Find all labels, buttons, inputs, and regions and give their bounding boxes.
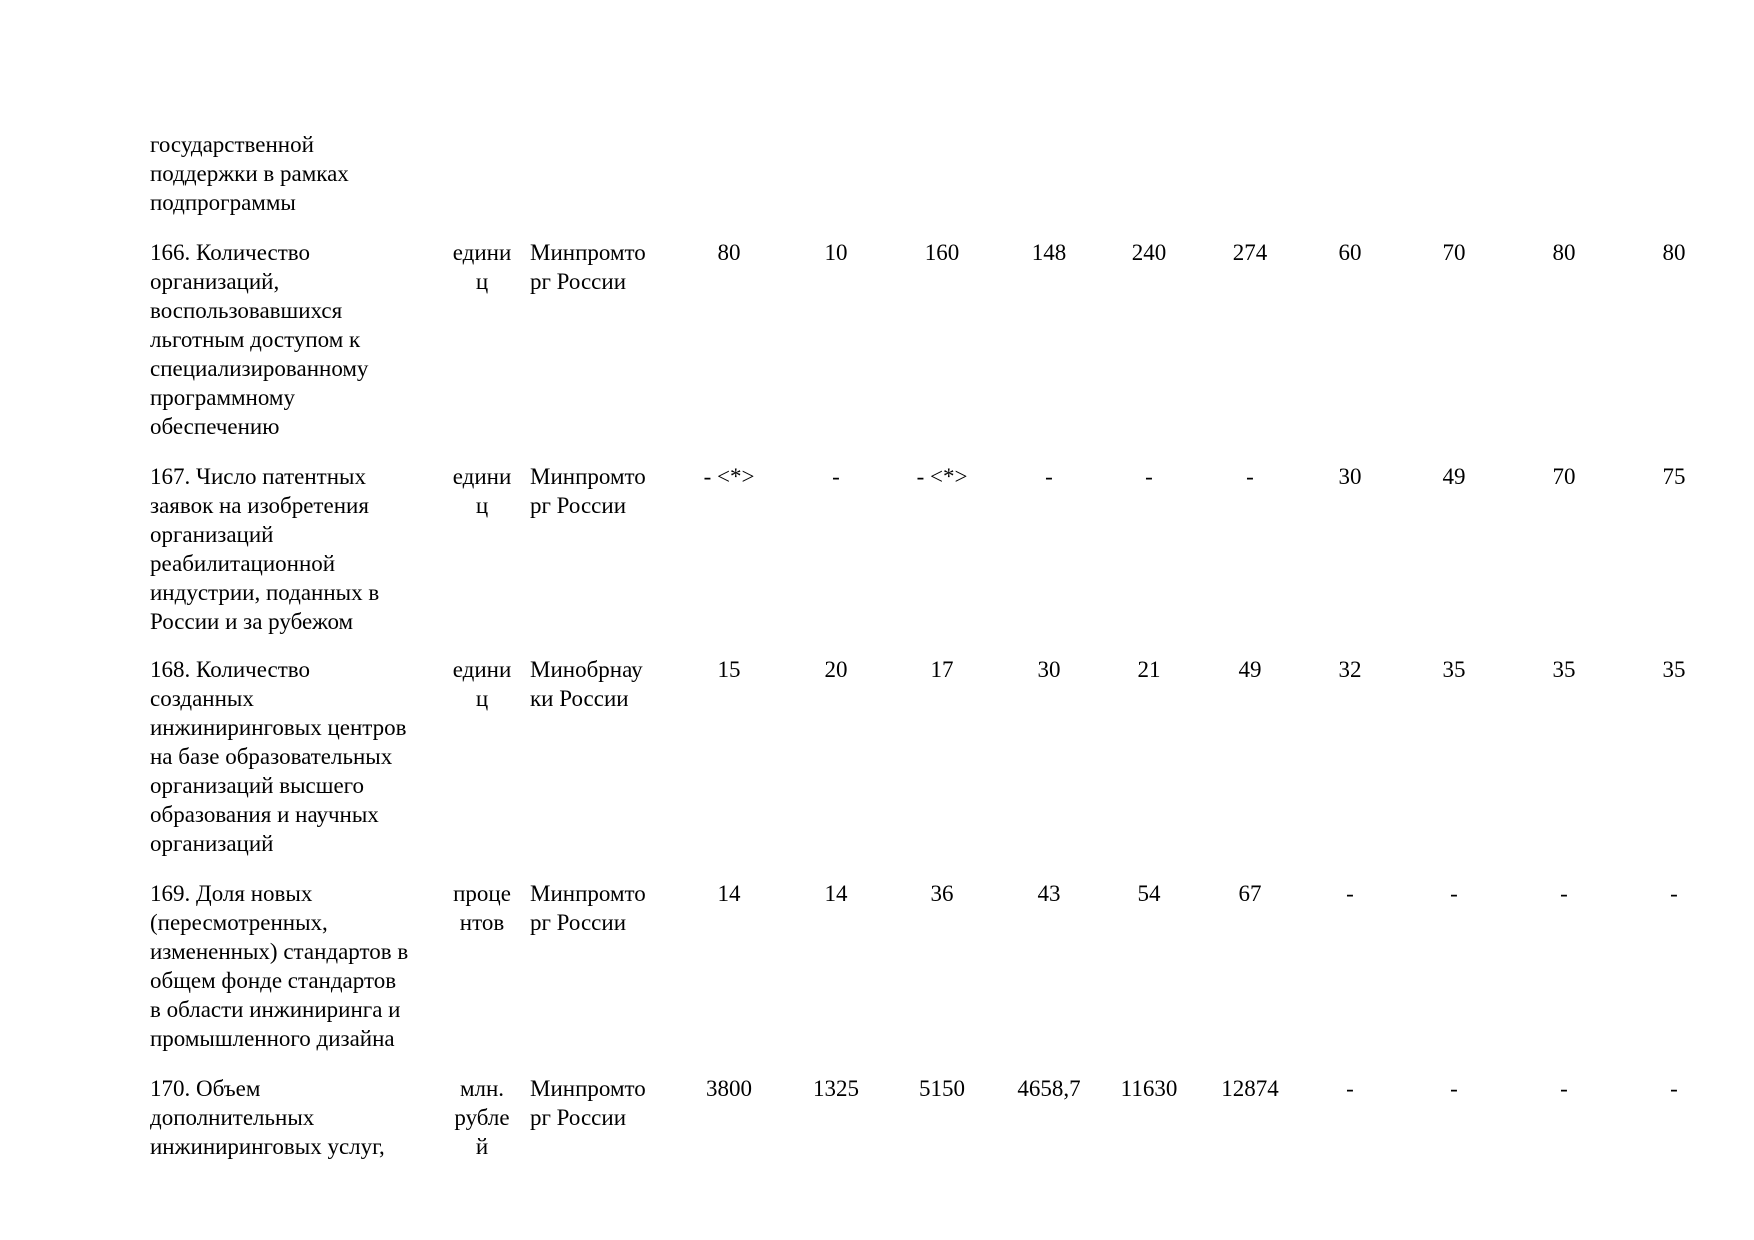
value-cell: 274 — [1232, 240, 1268, 265]
value-cell: 12874 — [1221, 1076, 1279, 1101]
indicator-name-line: в области инжиниринга и — [150, 997, 401, 1022]
unit-line: едини — [452, 464, 512, 489]
value-cell: 35 — [1662, 657, 1686, 682]
value-cell: 80 — [1552, 240, 1576, 265]
value-cell: - <*> — [703, 464, 755, 489]
value-cell: 4658,7 — [1017, 1076, 1081, 1101]
agency-line: Минпромто — [530, 881, 646, 906]
indicator-name-line: 167. Число патентных — [150, 464, 366, 489]
unit-line: едини — [452, 240, 512, 265]
value-cell: - — [1560, 881, 1568, 906]
indicator-name-line: обеспечению — [150, 414, 280, 439]
value-cell: 70 — [1442, 240, 1466, 265]
indicator-name-line: 170. Объем — [150, 1076, 261, 1101]
agency-line: Минпромто — [530, 240, 646, 265]
value-cell: 35 — [1442, 657, 1466, 682]
value-cell: - — [1246, 464, 1254, 489]
value-cell: 3800 — [706, 1076, 752, 1101]
indicator-name-line: общем фонде стандартов — [150, 968, 397, 993]
indicator-name-line: России и за рубежом — [150, 609, 354, 634]
value-cell: 14 — [824, 881, 848, 906]
unit-line: нтов — [459, 910, 505, 935]
indicator-name-line: индустрии, поданных в — [150, 580, 380, 605]
indicator-name-line: образования и научных — [150, 802, 379, 827]
unit-line: млн. — [459, 1076, 505, 1101]
value-cell: - — [1346, 1076, 1354, 1101]
value-cell: 36 — [930, 881, 954, 906]
value-cell: 14 — [717, 881, 741, 906]
agency-line: рг России — [530, 493, 627, 518]
agency-line: рг России — [530, 269, 627, 294]
value-cell: - — [1560, 1076, 1568, 1101]
indicator-name-line: льготным доступом к — [150, 327, 361, 352]
indicator-name-line: организаций высшего — [150, 773, 365, 798]
unit-line: проце — [453, 881, 511, 906]
value-cell: 10 — [824, 240, 848, 265]
value-cell: 35 — [1552, 657, 1576, 682]
indicator-name-line: заявок на изобретения — [150, 493, 369, 518]
agency-line: Минпромто — [530, 464, 646, 489]
value-cell: - — [1045, 464, 1053, 489]
indicator-name-line: инжиниринговых услуг, — [150, 1134, 385, 1159]
indicator-name-line: организаций — [150, 522, 274, 547]
agency-line: Минпромто — [530, 1076, 646, 1101]
agency-line: ки России — [530, 686, 629, 711]
indicator-name-line: (пересмотренных, — [150, 910, 328, 935]
indicator-name-line: на базе образовательных — [150, 744, 393, 769]
value-cell: 11630 — [1120, 1076, 1178, 1101]
value-cell: 80 — [1662, 240, 1686, 265]
indicator-name-line: специализированному — [150, 356, 369, 381]
continuation-line: подпрограммы — [150, 190, 296, 215]
agency-line: Минобрнау — [530, 657, 643, 682]
unit-line: едини — [452, 657, 512, 682]
agency-line: рг России — [530, 1105, 627, 1130]
value-cell: 20 — [824, 657, 848, 682]
value-cell: 32 — [1338, 657, 1362, 682]
indicator-name-line: организаций — [150, 831, 274, 856]
value-cell: 49 — [1238, 657, 1262, 682]
value-cell: 160 — [924, 240, 960, 265]
indicator-name-line: 168. Количество — [150, 657, 310, 682]
value-cell: 49 — [1442, 464, 1466, 489]
value-cell: - — [1670, 881, 1678, 906]
value-cell: 30 — [1338, 464, 1362, 489]
value-cell: 148 — [1031, 240, 1067, 265]
value-cell: 43 — [1037, 881, 1061, 906]
value-cell: 1325 — [813, 1076, 859, 1101]
indicator-name-line: реабилитационной — [150, 551, 336, 576]
continuation-line: поддержки в рамках — [150, 161, 349, 186]
indicator-name-line: организаций, — [150, 269, 280, 294]
value-cell: 80 — [717, 240, 741, 265]
value-cell: 5150 — [919, 1076, 965, 1101]
value-cell: - — [1670, 1076, 1678, 1101]
value-cell: 21 — [1137, 657, 1161, 682]
value-cell: - — [1346, 881, 1354, 906]
continuation-line: государственной — [150, 132, 314, 157]
indicator-name-line: инжиниринговых центров — [150, 715, 407, 740]
agency-line: рг России — [530, 910, 627, 935]
indicator-name-line: воспользовавшихся — [150, 298, 343, 323]
unit-line: ц — [475, 269, 489, 294]
indicator-name-line: 169. Доля новых — [150, 881, 313, 906]
value-cell: - — [1450, 881, 1458, 906]
value-cell: 70 — [1552, 464, 1576, 489]
indicator-name-line: 166. Количество — [150, 240, 310, 265]
unit-line: рубле — [454, 1105, 510, 1130]
value-cell: 15 — [717, 657, 741, 682]
value-cell: - — [832, 464, 840, 489]
unit-line: й — [475, 1134, 489, 1159]
indicator-name-line: дополнительных — [150, 1105, 315, 1130]
unit-line: ц — [475, 493, 489, 518]
value-cell: 30 — [1037, 657, 1061, 682]
value-cell: 75 — [1662, 464, 1686, 489]
indicator-name-line: измененных) стандартов в — [150, 939, 409, 964]
unit-line: ц — [475, 686, 489, 711]
value-cell: - — [1450, 1076, 1458, 1101]
indicator-name-line: программному — [150, 385, 295, 410]
value-cell: - — [1145, 464, 1153, 489]
indicator-name-line: созданных — [150, 686, 254, 711]
value-cell: 60 — [1338, 240, 1362, 265]
value-cell: 17 — [930, 657, 954, 682]
indicator-name-line: промышленного дизайна — [150, 1026, 395, 1051]
value-cell: 240 — [1131, 240, 1167, 265]
value-cell: 54 — [1137, 881, 1161, 906]
value-cell: 67 — [1238, 881, 1262, 906]
value-cell: - <*> — [916, 464, 968, 489]
